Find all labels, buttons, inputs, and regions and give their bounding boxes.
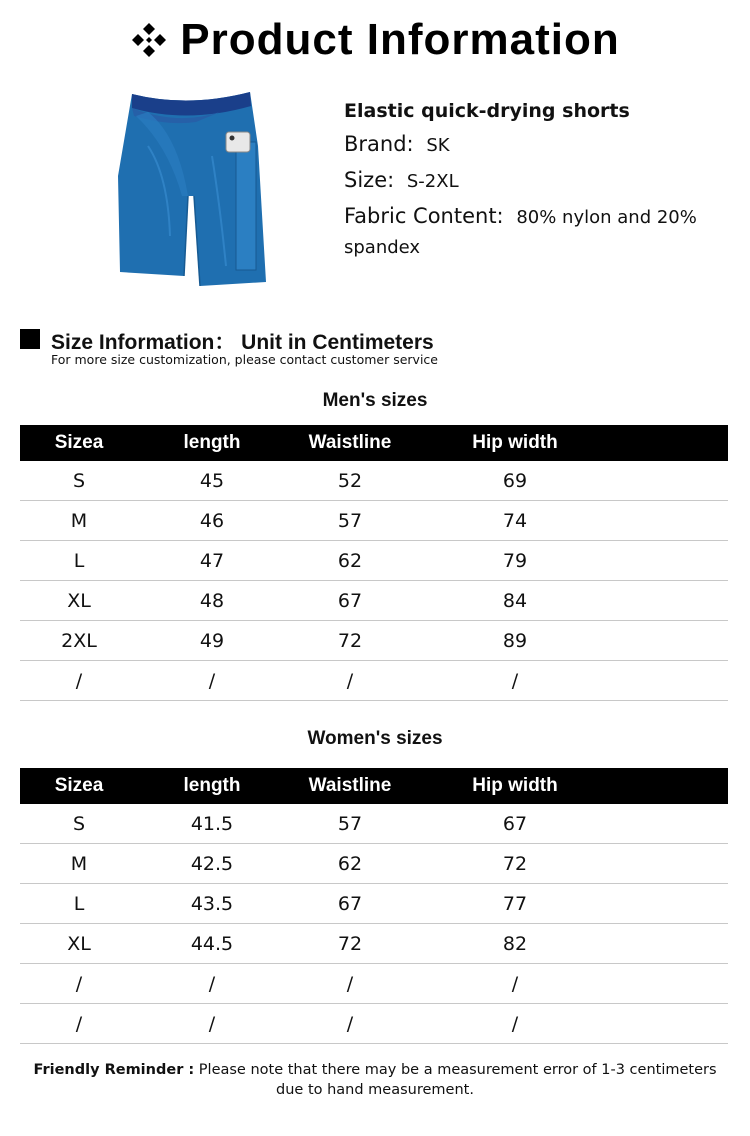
table-cell: XL [20, 924, 138, 964]
table-row [20, 804, 728, 844]
table-cell: L [20, 541, 138, 581]
table-cell: L [20, 884, 138, 924]
table-cell: 47 [138, 541, 286, 581]
size-info-subtitle: For more size customization, please contact customer service [51, 352, 438, 367]
table-row [20, 661, 728, 701]
table-cell: 62 [286, 541, 414, 581]
table-cell: / [414, 1004, 616, 1044]
column-header: length [138, 425, 286, 461]
table-cell: 67 [286, 884, 414, 924]
reminder-text: Please note that there may be a measurement error of 1-3 centimeters due to hand measurement. [198, 1062, 717, 1098]
fabric-value: 80% nylon and 20% spandex [344, 207, 697, 258]
table-cell: / [138, 964, 286, 1004]
column-header: Sizea [20, 768, 138, 804]
table-row [20, 844, 728, 884]
table-cell: 41.5 [138, 804, 286, 844]
table-cell: 89 [414, 621, 616, 661]
table-cell: 42.5 [138, 844, 286, 884]
table-cell-spacer [616, 884, 728, 924]
table-row [20, 924, 728, 964]
table-cell: / [138, 1004, 286, 1044]
size-row [344, 166, 724, 196]
table-cell: 44.5 [138, 924, 286, 964]
reminder-label: Friendly Reminder : [33, 1062, 195, 1078]
table-cell: / [20, 1004, 138, 1044]
table-cell: / [414, 964, 616, 1004]
table-cell: M [20, 844, 138, 884]
table-cell: / [286, 964, 414, 1004]
table-cell: XL [20, 581, 138, 621]
fabric-label: Fabric Content: [344, 204, 504, 228]
table-cell: 45 [138, 461, 286, 501]
table-cell-spacer [616, 964, 728, 1004]
table-cell-spacer [616, 661, 728, 701]
table-cell-spacer [616, 581, 728, 621]
size-info-title: Size Information： Unit in Centimeters [51, 331, 434, 354]
table-row [20, 501, 728, 541]
page-header [0, 14, 750, 66]
mens-size-table [20, 425, 728, 701]
womens-size-table [20, 768, 728, 1044]
size-value: S-2XL [406, 171, 459, 192]
table-cell: M [20, 501, 138, 541]
mens-table-header [20, 425, 728, 461]
table-cell-spacer [616, 804, 728, 844]
size-label: Size: [344, 168, 395, 192]
brand-label: Brand: [344, 132, 414, 156]
table-cell: 57 [286, 501, 414, 541]
column-header: Hip width [414, 425, 616, 461]
table-cell-spacer [616, 461, 728, 501]
table-cell: / [414, 661, 616, 701]
mens-table-body [20, 461, 728, 701]
column-header: length [138, 768, 286, 804]
womens-sizes-title: Women's sizes [307, 728, 443, 749]
table-row [20, 964, 728, 1004]
table-cell-spacer [616, 621, 728, 661]
table-cell: 2XL [20, 621, 138, 661]
table-cell-spacer [616, 924, 728, 964]
womens-table-body [20, 804, 728, 1044]
page-title: Product Information [180, 15, 620, 64]
table-row [20, 541, 728, 581]
column-header: Waistline [286, 425, 414, 461]
column-header: Hip width [414, 768, 616, 804]
table-cell: 72 [286, 621, 414, 661]
table-cell: 72 [286, 924, 414, 964]
column-header: Sizea [20, 425, 138, 461]
column-header: Waistline [286, 768, 414, 804]
table-cell: 79 [414, 541, 616, 581]
column-header-spacer [616, 425, 728, 461]
table-cell: 67 [286, 581, 414, 621]
product-name: Elastic quick-drying shorts [344, 100, 630, 122]
table-row [20, 884, 728, 924]
table-cell: / [20, 964, 138, 1004]
table-cell: S [20, 461, 138, 501]
friendly-reminder [30, 1060, 720, 1100]
column-header-spacer [616, 768, 728, 804]
womens-table-header [20, 768, 728, 804]
mens-sizes-title: Men's sizes [322, 390, 428, 411]
table-cell: 46 [138, 501, 286, 541]
table-cell-spacer [616, 844, 728, 884]
table-cell: / [286, 661, 414, 701]
brand-value: SK [426, 135, 450, 156]
table-cell: 62 [286, 844, 414, 884]
table-cell: / [138, 661, 286, 701]
table-cell-spacer [616, 541, 728, 581]
table-row [20, 621, 728, 661]
black-square-icon [20, 329, 40, 349]
table-cell: 49 [138, 621, 286, 661]
table-cell: 82 [414, 924, 616, 964]
table-cell: / [286, 1004, 414, 1044]
fabric-row [344, 202, 724, 262]
table-cell: 43.5 [138, 884, 286, 924]
table-cell-spacer [616, 1004, 728, 1044]
table-cell: 77 [414, 884, 616, 924]
brand-row [344, 130, 724, 160]
table-cell-spacer [616, 501, 728, 541]
table-row [20, 461, 728, 501]
table-cell: 57 [286, 804, 414, 844]
table-cell: 84 [414, 581, 616, 621]
diamond-cluster-icon [130, 21, 168, 59]
product-info [344, 100, 724, 268]
shorts-product-image [108, 86, 278, 296]
table-cell: 74 [414, 501, 616, 541]
table-cell: 72 [414, 844, 616, 884]
table-cell: 52 [286, 461, 414, 501]
table-row [20, 581, 728, 621]
table-cell: / [20, 661, 138, 701]
table-row [20, 1004, 728, 1044]
table-cell: S [20, 804, 138, 844]
table-cell: 48 [138, 581, 286, 621]
table-cell: 69 [414, 461, 616, 501]
table-cell: 67 [414, 804, 616, 844]
